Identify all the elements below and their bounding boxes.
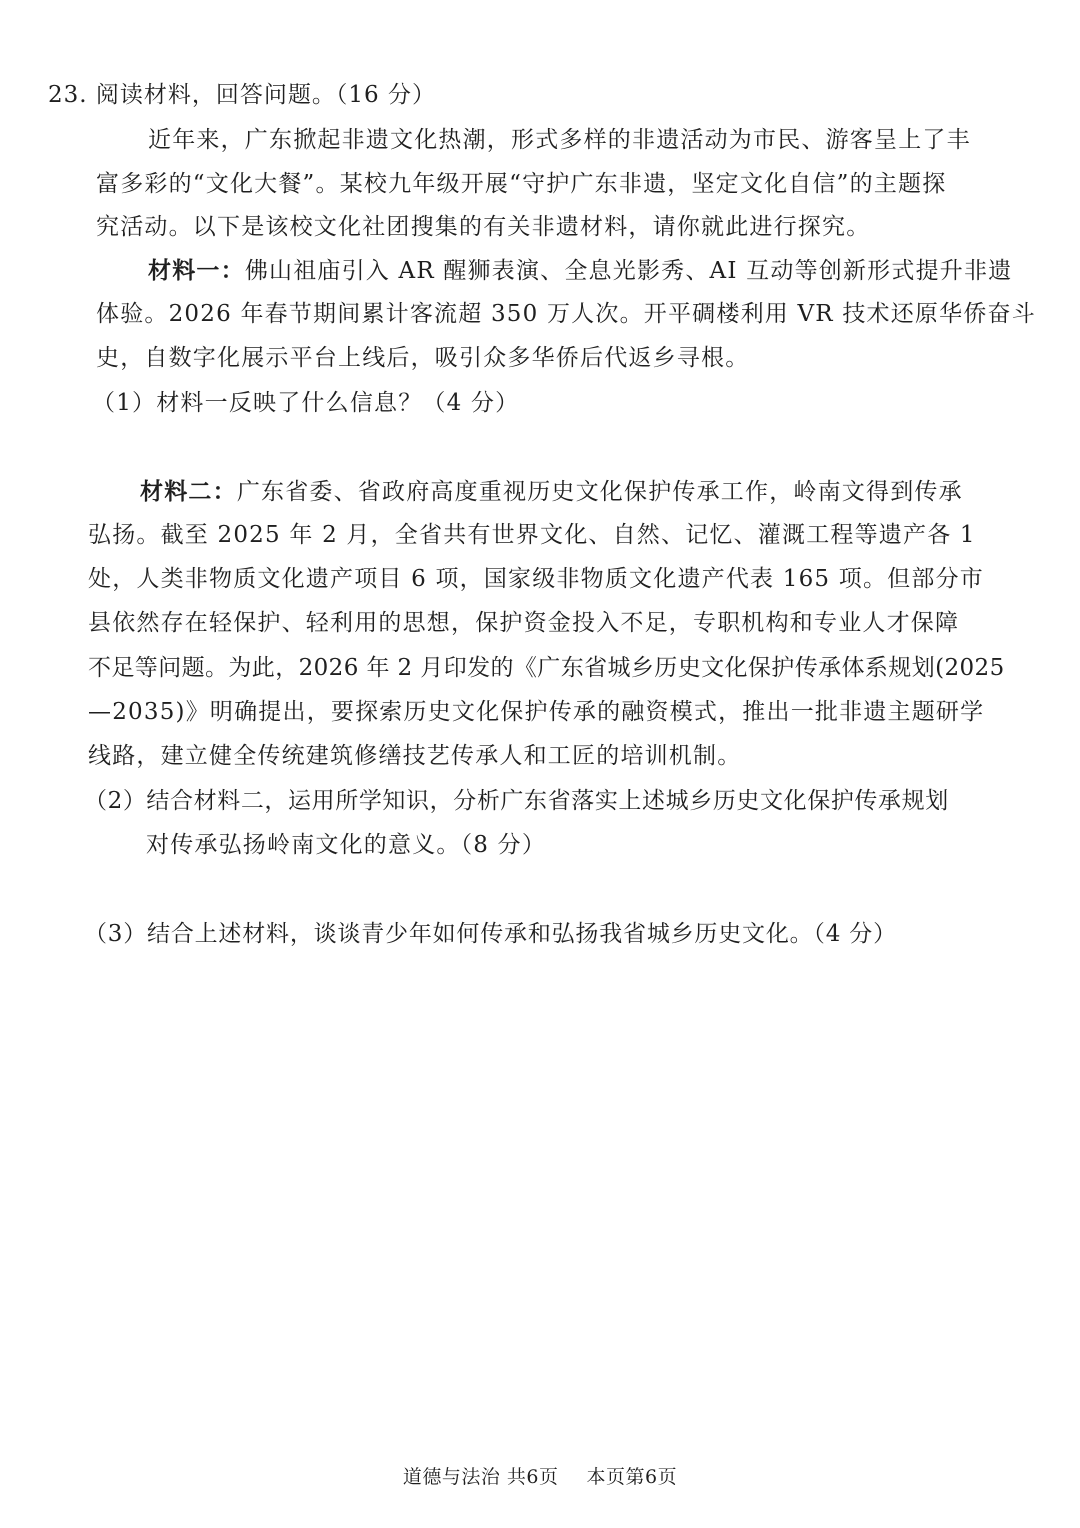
material-2-line-2: 弘扬。截至 2025 年 2 月，全省共有世界文化、自然、记忆、灌溉工程等遗产各 1 xyxy=(88,522,976,548)
intro-line-2: 富多彩的“文化大餐”。某校九年级开展“守护广东非遗，坚定文化自信”的主题探 xyxy=(96,171,947,197)
material-1-line-1 xyxy=(148,259,1012,283)
material-2-line-7: 线路，建立健全传统建筑修缮技艺传承人和工匠的培训机制。 xyxy=(88,743,742,769)
sub-question-3: （3）结合上述材料，谈谈青少年如何传承和弘扬我省城乡历史文化。（4 分） xyxy=(84,921,897,947)
sub-question-2-line-2: 对传承弘扬岭南文化的意义。（8 分） xyxy=(146,832,547,858)
material-2-line-4: 县依然存在轻保护、轻利用的思想，保护资金投入不足，专职机构和专业人才保障 xyxy=(88,610,960,636)
material-2-line-6: —2035)》明确提出，要探索历史文化保护传承的融资模式，推出一批非遗主题研学 xyxy=(88,699,985,725)
material-2-line-5: 不足等问题。为此，2026 年 2 月印发的《广东省城乡历史文化保护传承体系规划(2025 xyxy=(88,655,1005,681)
footer-subject: 道德与法治 共6页 xyxy=(402,1466,559,1488)
material-2-line-1 xyxy=(140,480,963,504)
footer-page-number: 本页第6页 xyxy=(586,1466,678,1488)
intro-line-1: 近年来，广东掀起非遗文化热潮，形式多样的非遗活动为市民、游客呈上了丰 xyxy=(148,127,971,153)
material-1-text: 佛山祖庙引入 AR 醒狮表演、全息光影秀、AI 互动等创新形式提升非遗 xyxy=(244,258,1013,284)
sub-question-1: （1）材料一反映了什么信息？（4 分） xyxy=(92,390,520,416)
material-2-line-3: 处，人类非物质文化遗产项目 6 项，国家级非物质文化遗产代表 165 项。但部分市 xyxy=(88,566,984,592)
sub-question-2-line-1: （2）结合材料二，运用所学知识，分析广东省落实上述城乡历史文化保护传承规划 xyxy=(84,788,949,814)
material-1-line-3: 史，自数字化展示平台上线后，吸引众多华侨后代返乡寻根。 xyxy=(96,345,750,371)
page-footer xyxy=(0,1462,1080,1489)
material-2-label: 材料二： xyxy=(140,478,237,505)
question-header: 23. 阅读材料，回答问题。（16 分） xyxy=(48,82,436,108)
material-1-label: 材料一： xyxy=(148,257,245,284)
material-2-text: 广东省委、省政府高度重视历史文化保护传承工作，岭南文得到传承 xyxy=(236,479,963,505)
intro-line-3: 究活动。以下是该校文化社团搜集的有关非遗材料，请你就此进行探究。 xyxy=(96,214,871,240)
material-1-line-2: 体验。2026 年春节期间累计客流超 350 万人次。开平碉楼利用 VR 技术还原华侨奋斗 xyxy=(96,301,1036,327)
